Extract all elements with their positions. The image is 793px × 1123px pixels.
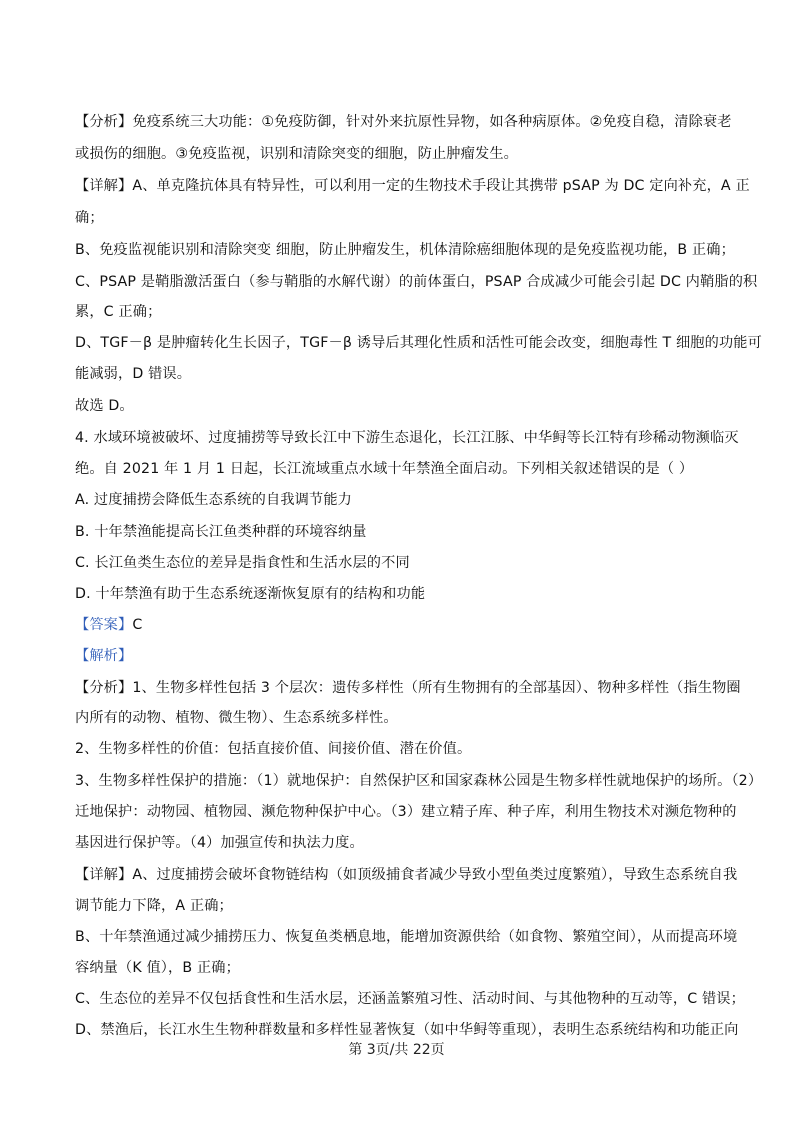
explanation-a-line-2: 确； xyxy=(75,210,104,226)
answer-value: C xyxy=(132,617,143,633)
answer-label: 【答案】 xyxy=(75,617,133,633)
explanation-c-line-1: C、PSAP 是鞘脂激活蛋白（参与鞘脂的水解代谢）的前体蛋白，PSAP 合成减少可能会引起 DC 内鞘脂的积 xyxy=(75,274,758,290)
answer-line xyxy=(75,615,735,635)
option-c: C. 长江鱼类生态位的差异是指食性和生活水层的不同 xyxy=(75,555,410,571)
question-4-stem-line-2: 绝。自 2021 年 1 月 1 日起，长江流域重点水域十年禁渔全面启动。下列相关叙述错误的是（ ） xyxy=(75,461,694,477)
explanation-a-line-1: 【详解】A、单克隆抗体具有特异性，可以利用一定的生物技术手段让其携带 pSAP 为 DC 定向补充，A 正 xyxy=(75,178,750,194)
q4-explanation-c-line: C、生态位的差异不仅包括食性和生活水层，还涵盖繁殖习性、活动时间、与其他物种的互动等，C 错误； xyxy=(75,991,745,1007)
option-d: D. 十年禁渔有助于生态系统逐渐恢复原有的结构和功能 xyxy=(75,586,426,602)
analysis-heading: 【解析】 xyxy=(75,648,133,664)
q4-analysis-line-4: 3、生物多样性保护的措施：（1）就地保护：自然保护区和国家森林公园是生物多样性就地保护的场所。（2） xyxy=(75,773,763,789)
q4-analysis-line-2: 内所有的动物、植物、微生物）、生态系统多样性。 xyxy=(75,710,398,726)
page-footer: 第 3页/共 22页 xyxy=(348,1042,445,1058)
option-b: B. 十年禁渔能提高长江鱼类种群的环境容纳量 xyxy=(75,524,367,540)
explanation-b-line: B、免疫监视能识别和清除突变 细胞，防止肿瘤发生，机体清除癌细胞体现的是免疫监视功能，B 正确； xyxy=(75,242,735,258)
option-a: A. 过度捕捞会降低生态系统的自我调节能力 xyxy=(75,492,353,508)
question-4-stem-line-1: 4. 水域环境被破坏、过度捕捞等导致长江中下游生态退化，长江江豚、中华鲟等长江特有珍稀动物濒临灭 xyxy=(75,430,739,446)
q4-analysis-line-1: 【分析】1、生物多样性包括 3 个层次：遗传多样性（所有生物拥有的全部基因）、物种多样性（指生物圈 xyxy=(75,680,741,696)
analysis-line-1: 【分析】免疫系统三大功能：①免疫防御，针对外来抗原性异物，如各种病原体。②免疫自稳，清除衰老 xyxy=(75,114,732,130)
q4-explanation-a-line-1: 【详解】A、过度捕捞会破坏食物链结构（如顶级捕食者减少导致小型鱼类过度繁殖），导致生态系统自我 xyxy=(75,867,738,883)
q4-analysis-line-3: 2、生物多样性的价值：包括直接价值、间接价值、潜在价值。 xyxy=(75,741,472,757)
analysis-line-2: 或损伤的细胞。③免疫监视，识别和清除突变的细胞，防止肿瘤发生。 xyxy=(75,146,518,162)
conclusion-line: 故选 D。 xyxy=(75,398,134,414)
q4-analysis-line-5: 迁地保护：动物园、植物园、濒危物种保护中心。（3）建立精子库、种子库，利用生物技术对濒危物种的 xyxy=(75,804,737,820)
q4-explanation-b-line-1: B、十年禁渔通过减少捕捞压力、恢复鱼类栖息地，能增加资源供给（如食物、繁殖空间），从而提高环境 xyxy=(75,929,738,945)
q4-explanation-b-line-2: 容纳量（K 值），B 正确； xyxy=(75,960,240,976)
q4-explanation-d-line: D、禁渔后，长江水生生物种群数量和多样性显著恢复（如中华鲟等重现），表明生态系统结构和功能正向 xyxy=(75,1022,739,1038)
q4-analysis-line-6: 基因进行保护等。（4）加强宣传和执法力度。 xyxy=(75,835,364,851)
explanation-d-line-1: D、TGF－β 是肿瘤转化生长因子，TGF－β 诱导后其理化性质和活性可能会改变，细胞毒性 T 细胞的功能可 xyxy=(75,335,762,351)
explanation-c-line-2: 累，C 正确； xyxy=(75,304,162,320)
q4-explanation-a-line-2: 调节能力下降，A 正确； xyxy=(75,898,233,914)
explanation-d-line-2: 能减弱，D 错误。 xyxy=(75,366,192,382)
